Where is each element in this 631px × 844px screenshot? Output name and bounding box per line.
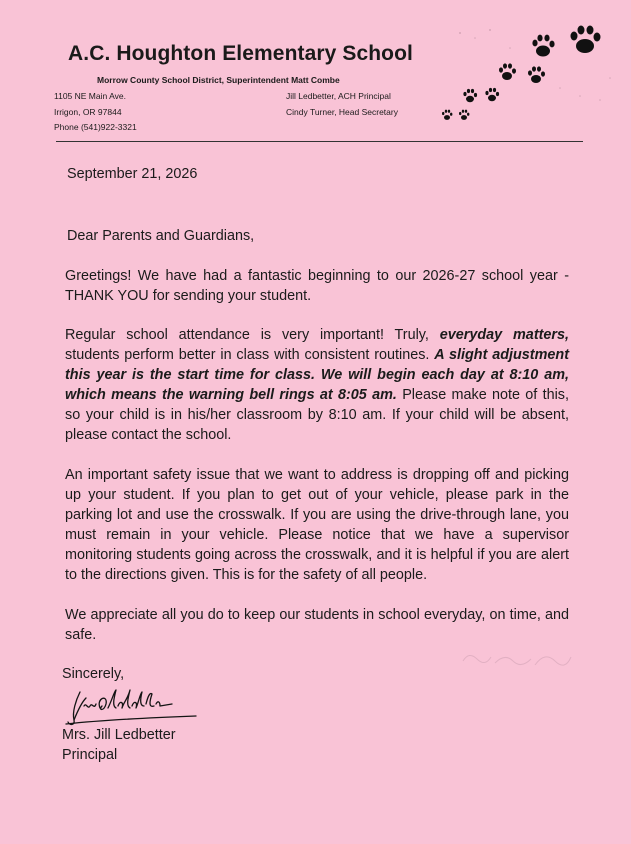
attendance-text-1: Regular school attendance is very important! Truly, <box>65 327 440 343</box>
phone-number: Phone (541)922-3321 <box>54 122 137 132</box>
letterhead-divider <box>56 141 583 142</box>
signer-title: Principal <box>62 747 118 763</box>
staff-list <box>286 89 398 120</box>
closing: Sincerely, <box>62 666 125 682</box>
attendance-text-3: Please make note of this, so your child is in his/her classroom by 8:10 am. If your child will be absent, please contact the school. <box>65 387 569 443</box>
school-name: A.C. Houghton Elementary School <box>68 42 413 65</box>
attendance-emphasis-1: everyday matters, <box>439 327 570 343</box>
paragraph-appreciation: We appreciate all you do to keep our students in school everyday, on time, and safe. <box>65 607 569 643</box>
signer-name: Mrs. Jill Ledbetter <box>62 727 176 743</box>
secretary-line: Cindy Turner, Head Secretary <box>286 106 398 117</box>
paragraph-attendance <box>65 325 569 445</box>
paragraph-greeting: Greetings! We have had a fantastic beginning to our 2026-27 school year - THANK YOU for sending your student. <box>65 268 569 304</box>
attendance-text-2: students perform better in class with consistent routines. <box>65 347 435 363</box>
school-address <box>54 89 137 136</box>
paragraph-safety: An important safety issue that we want to address is dropping off and picking up your student. If you plan to get out of your vehicle, please park in the parking lot and use the crosswalk. If you are using the drive-through lane, you must remain in your vehicle. Please notice that we have a supervisor monitoring students going across the crosswalk, and it is helpful if you are alert to the directions given. This is for the safety of all people. <box>65 467 569 583</box>
letter-date: September 21, 2026 <box>67 166 198 182</box>
district-line: Morrow County School District, Superintendent Matt Combe <box>97 75 340 85</box>
address-line-1: 1105 NE Main Ave. <box>54 91 126 101</box>
signer-block <box>62 725 176 765</box>
paw-prints-logo <box>430 18 620 128</box>
attendance-emphasis-2: A slight adjustment this year is the start time for class. We will begin each day at 8:10 am, which means the warning bell rings at 8:05 am. <box>65 347 569 403</box>
principal-line: Jill Ledbetter, ACH Principal <box>286 91 391 101</box>
faint-stamp-mark <box>455 645 575 671</box>
address-line-2: Irrigon, OR 97844 <box>54 106 122 117</box>
signature <box>62 680 212 730</box>
salutation: Dear Parents and Guardians, <box>67 228 255 244</box>
